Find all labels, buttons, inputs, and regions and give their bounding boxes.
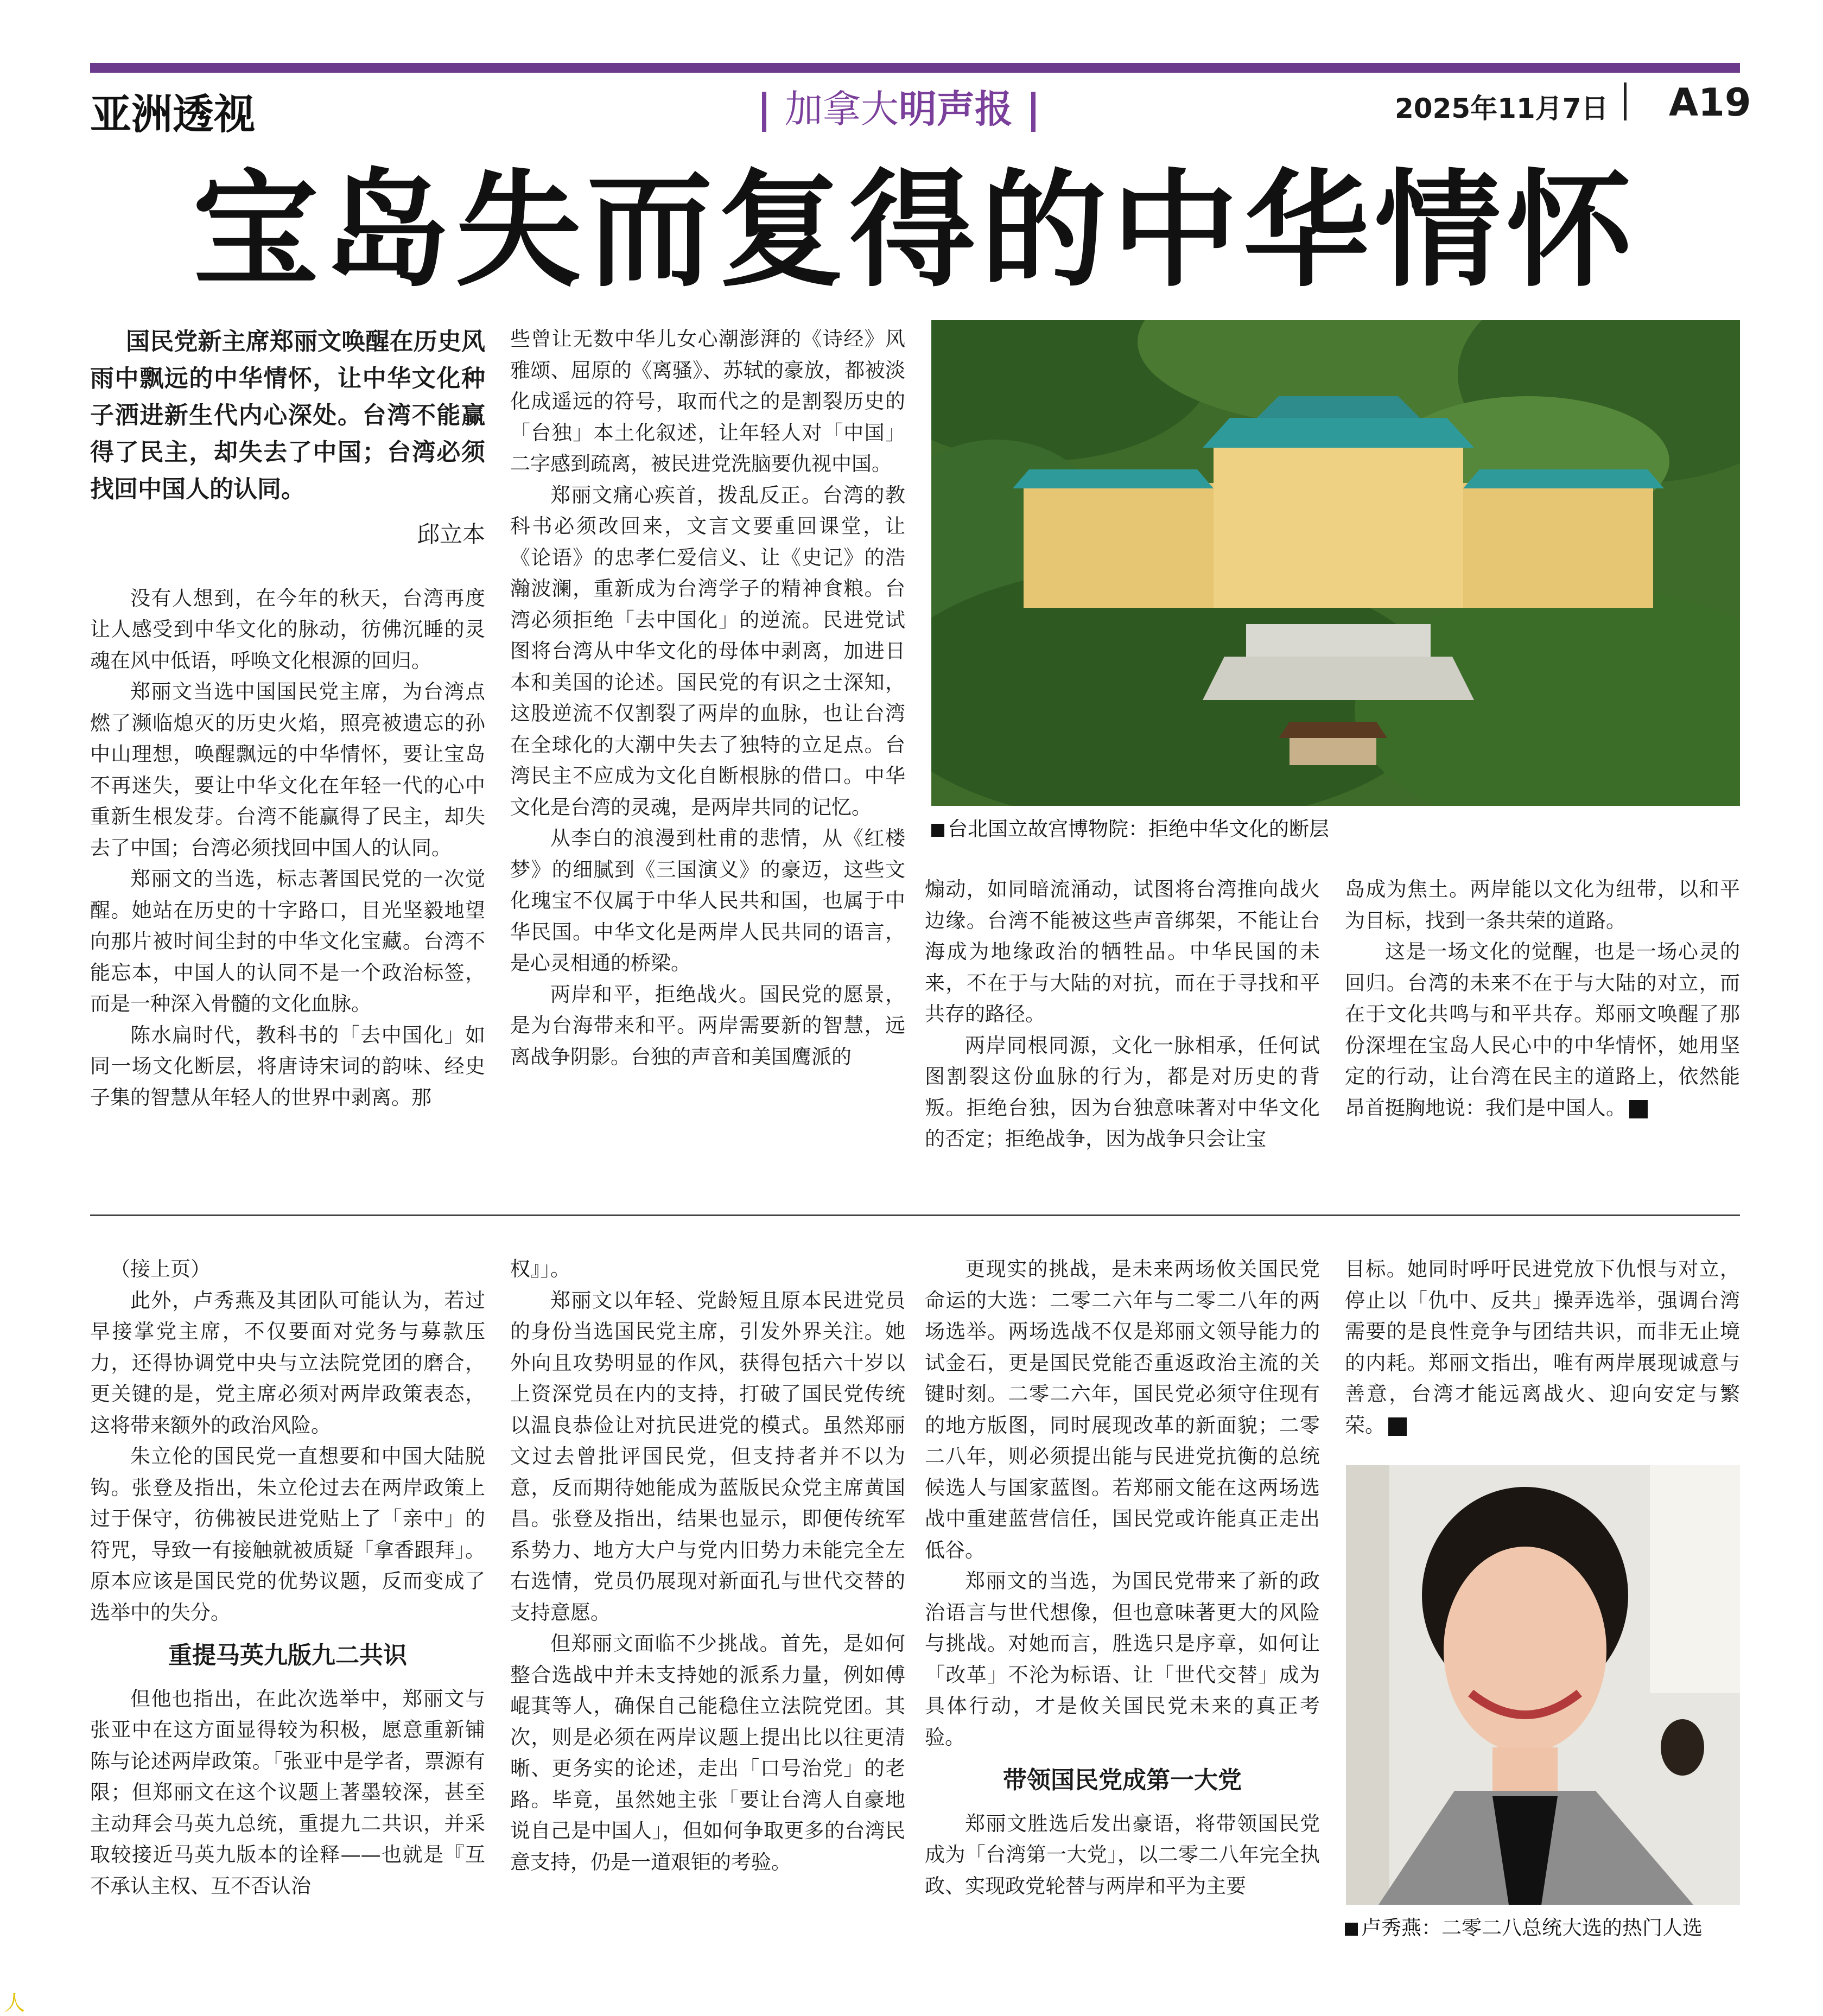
top-column-1 [90, 323, 485, 1113]
article-paragraph-text: 目标。她同时呼吁民进党放下仇恨与对立，停止以「仇中、反共」操弄选举，强调台湾需要的是良性竞争与团结共识，而非无止境的内耗。郑丽文指出，唯有两岸展现诚意与善意，台湾才能远离战火、迎向安定与繁荣。 [1345, 1257, 1740, 1437]
lu-caption-text: 卢秀燕：二零二八总统大选的热门人选 [1361, 1916, 1703, 1939]
subheading: 重提马英九版九二共识 [168, 1642, 407, 1669]
article-paragraph: 郑丽文当选中国国民党主席，为台湾点燃了濒临熄灭的历史火焰，照亮被遗忘的孙中山理想，唤醒飘远的中华情怀，要让宝岛不再迷失，要让中华文化在年轻一代的心中重新生根发芽。台湾不能赢得了民主，却失去了中国；台湾必须找回中国人的认同。 [90, 680, 485, 860]
article-paragraph: 岛成为焦土。两岸能以文化为纽带，以和平为目标，找到一条共荣的道路。 [1345, 877, 1740, 932]
bottom-column-2 [510, 1254, 905, 1878]
article-paragraph: 两岸和平，拒绝战火。国民党的愿景，是为台海带来和平。两岸需要新的智慧，远离战争阴影。台独的声音和美国鹰派的 [510, 982, 905, 1069]
subheading: 带领国民党成第一大党 [1003, 1766, 1242, 1794]
palace-museum-photo [931, 320, 1740, 806]
top-column-4 [1345, 874, 1740, 1123]
section-divider [90, 1214, 1740, 1216]
article-paragraph: 郑丽文胜选后发出豪语，将带领国民党成为「台湾第一大党」，以二零二八年完全执政、实现政党轮替与两岸和平为主要 [925, 1811, 1320, 1898]
end-mark-icon [1388, 1417, 1407, 1436]
lead-paragraph: 国民党新主席郑丽文唤醒在历史风雨中飘远的中华情怀，让中华文化种子洒进新生代内心深处。台湾不能赢得了民主，却失去了中国；台湾必须找回中国人的认同。 [90, 328, 485, 503]
palace-caption-text: 台北国立故宫博物院：拒绝中华文化的断层 [948, 817, 1329, 841]
article-paragraph: 郑丽文痛心疾首，拨乱反正。台湾的教科书必须改回来，文言文要重回课堂，让《论语》的忠孝仁爱信义、让《史记》的浩瀚波澜，重新成为台湾学子的精神食粮。台湾必须拒绝「去中国化」的逆流。民进党试图将台湾从中华文化的母体中剥离，加进日本和美国的论述。国民党的有识之士深知，这股逆流不仅割裂了两岸的血脉，也让台湾在全球化的大潮中失去了独特的立足点。台湾民主不应成为文化自断根脉的借口。中华文化是台湾的灵魂，是两岸共同的记忆。 [510, 483, 905, 819]
article-paragraph: 煽动，如同暗流涌动，试图将台湾推向战火边缘。台湾不能被这些声音绑架，不能让台海成为地缘政治的牺牲品。中华民国的未来，不在于与大陆的对抗，而在于寻找和平共存的路径。 [925, 877, 1320, 1026]
page-number: A19 [1669, 80, 1751, 125]
bottom-column-3 [925, 1254, 1320, 1901]
masthead-top-rule [90, 63, 1740, 73]
headline: 宝岛失而复得的中华情怀 [192, 157, 1637, 304]
section-title: 亚洲透视 [90, 90, 255, 138]
article-paragraph: 两岸同根同源，文化一脉相承，任何试图割裂这份血脉的行为，都是对历史的背叛。拒绝台独，因为台独意味著对中华文化的否定；拒绝战争，因为战争只会让宝 [925, 1033, 1320, 1150]
caption-square-icon [1345, 1923, 1358, 1936]
article-paragraph: 没有人想到，在今年的秋天，台湾再度让人感受到中华文化的脉动，彷佛沉睡的灵魂在风中低语，呼唤文化根源的回归。 [90, 586, 485, 672]
bottom-column-4 [1345, 1254, 1740, 1441]
end-mark-icon [1629, 1100, 1648, 1118]
article-paragraph: 郑丽文以年轻、党龄短且原本民进党员的身份当选国民党主席，引发外界关注。她外向且攻势明显的作风，获得包括六十岁以上资深党员在内的支持，打破了国民党传统以温良恭俭让对抗民进党的模式。虽然郑丽文过去曾批评国民党，但支持者并不以为意，反而期待她能成为蓝版民众党主席黄国昌。张登及指出，结果也显示，即便传统军系势力、地方大户与党内旧势力未能完全左右选情，党员仍展现对新面孔与世代交替的支持意愿。 [510, 1288, 905, 1624]
top-column-2 [510, 323, 905, 1072]
palace-museum-illustration [931, 320, 1740, 806]
portrait-illustration [1346, 1465, 1740, 1905]
article-paragraph: 但他也指出，在此次选举中，郑丽文与张亚中在这方面显得较为积极，愿意重新铺陈与论述两岸政策。「张亚中是学者，票源有限；但郑丽文在这个议题上著墨较深，甚至主动拜会马英九总统，重提九二共识，并采取较接近马英九版本的诠释——也就是『互不承认主权、互不否认治 [90, 1687, 485, 1898]
masthead-right-bar [1031, 92, 1036, 132]
article-paragraph: 从李白的浪漫到杜甫的悲情，从《红楼梦》的细腻到《三国演义》的豪迈，这些文化瑰宝不仅属于中华人民共和国，也属于中华民国。中华文化是两岸人民共同的语言，是心灵相通的桥梁。 [510, 826, 905, 975]
article-paragraph: 此外，卢秀燕及其团队可能认为，若过早接掌党主席，不仅要面对党务与募款压力，还得协调党中央与立法院党团的磨合，更关键的是，党主席必须对两岸政策表态，这将带来额外的政治风险。 [90, 1288, 485, 1437]
article-paragraph [1345, 1254, 1740, 1441]
lu-shiow-yen-photo [1346, 1465, 1740, 1905]
masthead-name: 明声报 [899, 87, 1013, 131]
palace-photo-caption [931, 812, 1329, 842]
caption-square-icon [931, 824, 944, 837]
masthead-prefix: 加拿大 [785, 87, 899, 131]
masthead-left-bar [762, 92, 766, 132]
article-paragraph: 更现实的挑战，是未来两场攸关国民党命运的大选：二零二六年与二零二八年的两场选举。两场选战不仅是郑丽文领导能力的试金石，更是国民党能否重返政治主流的关键时刻。二零二六年，国民党必须守住现有的地方版图，同时展现改革的新面貌；二零二八年，则必须提出能与民进党抗衡的总统候选人与国家蓝图。若郑丽文能在这两场选战中重建蓝营信任，国民党或许能真正走出低谷。 [925, 1257, 1320, 1562]
article-paragraph: 权』」。 [510, 1257, 570, 1281]
date-separator [1624, 82, 1627, 120]
continued-label: （接上页） [110, 1257, 211, 1281]
publication-date: 2025年11月7日 [1395, 93, 1609, 124]
footer-mark: 人 [4, 1991, 26, 2015]
article-paragraph: 朱立伦的国民党一直想要和中国大陆脱钩。张登及指出，朱立伦过去在两岸政策上过于保守，彷佛被民进党贴上了「亲中」的符咒，导致一有接触就被质疑「拿香跟拜」。原本应该是国民党的优势议题，反而变成了选举中的失分。 [90, 1445, 485, 1624]
article-paragraph: 但郑丽文面临不少挑战。首先，是如何整合选战中并未支持她的派系力量，例如傅崐萁等人，确保自己能稳住立法院党团。其次，则是必须在两岸议题上提出比以往更清晰、更务实的论述，走出「口号治党」的老路。毕竟，虽然她主张「要让台湾人自豪地说自己是中国人」，但如何争取更多的台湾民意支持，仍是一道艰钜的考验。 [510, 1632, 905, 1874]
article-paragraph: 郑丽文的当选，为国民党带来了新的政治语言与世代想像，但也意味著更大的风险与挑战。对她而言，胜选只是序章，如何让「改革」不沦为标语、让「世代交替」成为具体行动，才是攸关国民党未来的真正考验。 [925, 1569, 1320, 1749]
author-byline: 邱立本 [416, 521, 485, 548]
lu-photo-caption [1345, 1911, 1703, 1941]
article-paragraph-text: 这是一场文化的觉醒，也是一场心灵的回归。台湾的未来不在于与大陆的对立，而在于文化共鸣与和平共存。郑丽文唤醒了那份深埋在宝岛人民心中的中华情怀，她用坚定的行动，让台湾在民主的道路上，依然能昂首挺胸地说：我们是中国人。 [1345, 940, 1740, 1120]
article-paragraph: 陈水扁时代，教科书的「去中国化」如同一场文化断层，将唐诗宋词的韵味、经史子集的智慧从年轻人的世界中剥离。那 [90, 1023, 485, 1109]
masthead [744, 79, 1054, 133]
article-paragraph: 郑丽文的当选，标志著国民党的一次觉醒。她站在历史的十字路口，目光坚毅地望向那片被时间尘封的中华文化宝藏。台湾不能忘本，中国人的认同不是一个政治标签，而是一种深入骨髓的文化血脉。 [90, 867, 485, 1015]
top-column-3 [925, 874, 1320, 1155]
article-paragraph: 些曾让无数中华儿女心潮澎湃的《诗经》风雅颂、屈原的《离骚》、苏轼的豪放，都被淡化成遥远的符号，取而代之的是割裂历史的「台独」本土化叙述，让年轻人对「中国」二字感到疏离，被民进党洗脑要仇视中国。 [510, 327, 905, 475]
bottom-column-1 [90, 1254, 485, 1901]
article-paragraph [1345, 936, 1740, 1123]
